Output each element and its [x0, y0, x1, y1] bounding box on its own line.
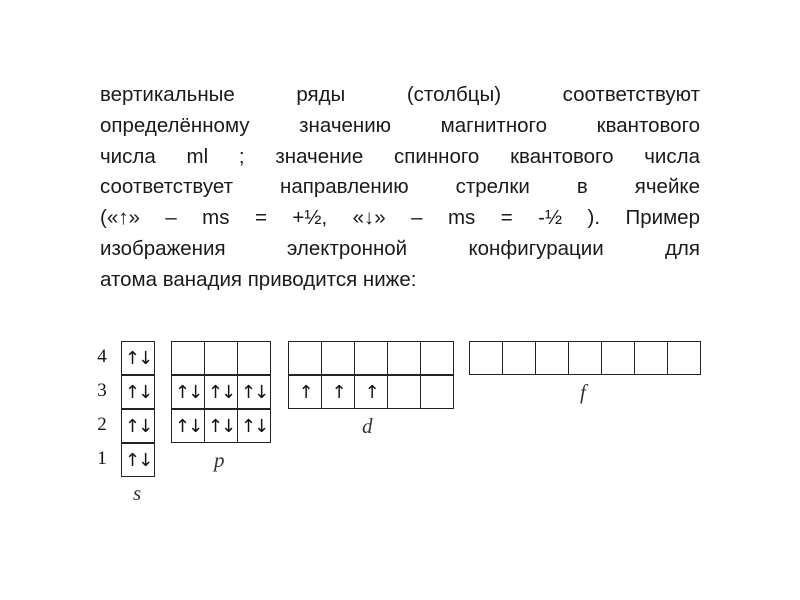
level-number-1: 1: [97, 448, 107, 469]
d-orbital-cell: [420, 375, 454, 409]
paragraph-line: числа ml ; значение спинного квантового числа: [100, 144, 700, 168]
d-orbital-cell: [387, 375, 421, 409]
s-orbital-cell: ↑↓: [121, 443, 155, 477]
s-orbital-cell: ↑↓: [121, 375, 155, 409]
p-orbital-cell: [171, 341, 205, 375]
p-orbital-cell: ↑↓: [237, 375, 271, 409]
d-orbital-cell: ↑: [288, 375, 322, 409]
p-orbital-cell: ↑↓: [204, 409, 238, 443]
paragraph-line: атома ванадия приводится ниже:: [100, 267, 417, 291]
p-orbital-cell: ↑↓: [171, 375, 205, 409]
p-orbital-cell: ↑↓: [237, 409, 271, 443]
d-orbital-cell: ↑: [321, 375, 355, 409]
p-orbital-cell: ↑↓: [204, 375, 238, 409]
level-number-2: 2: [97, 414, 107, 435]
level-number-3: 3: [97, 380, 107, 401]
paragraph-line: определённому значению магнитного квантового: [100, 113, 700, 137]
d-orbital-cell: [354, 341, 388, 375]
f-orbital-cell: [667, 341, 701, 375]
s-sublevel-label: s: [133, 481, 142, 505]
d-orbital-cell: [288, 341, 322, 375]
p-orbital-cell: [237, 341, 271, 375]
d-orbital-cell: [420, 341, 454, 375]
paragraph-line: изображения электронной конфигурации для: [100, 236, 700, 260]
paragraph-line: соответствует направлению стрелки в ячейке: [100, 175, 700, 199]
p-orbital-cell: [204, 341, 238, 375]
level-number-4: 4: [97, 346, 107, 367]
s-orbital-cell: ↑↓: [121, 341, 155, 375]
f-orbital-cell: [502, 341, 536, 375]
d-orbital-cell: [321, 341, 355, 375]
f-orbital-cell: [568, 341, 602, 375]
d-orbital-cell: ↑: [354, 375, 388, 409]
f-orbital-cell: [601, 341, 635, 375]
p-orbital-cell: ↑↓: [171, 409, 205, 443]
paragraph-line: вертикальные ряды (столбцы) соответствуют: [100, 83, 700, 106]
d-orbital-cell: [387, 341, 421, 375]
f-orbital-cell: [469, 341, 503, 375]
f-orbital-cell: [535, 341, 569, 375]
f-orbital-cell: [634, 341, 668, 375]
f-sublevel-label: f: [580, 380, 586, 404]
paragraph-line: («↑» – ms = +½, «↓» – ms = -½ ). Пример: [100, 206, 700, 230]
d-sublevel-label: d: [362, 414, 373, 438]
p-sublevel-label: p: [214, 448, 225, 472]
s-orbital-cell: ↑↓: [121, 409, 155, 443]
